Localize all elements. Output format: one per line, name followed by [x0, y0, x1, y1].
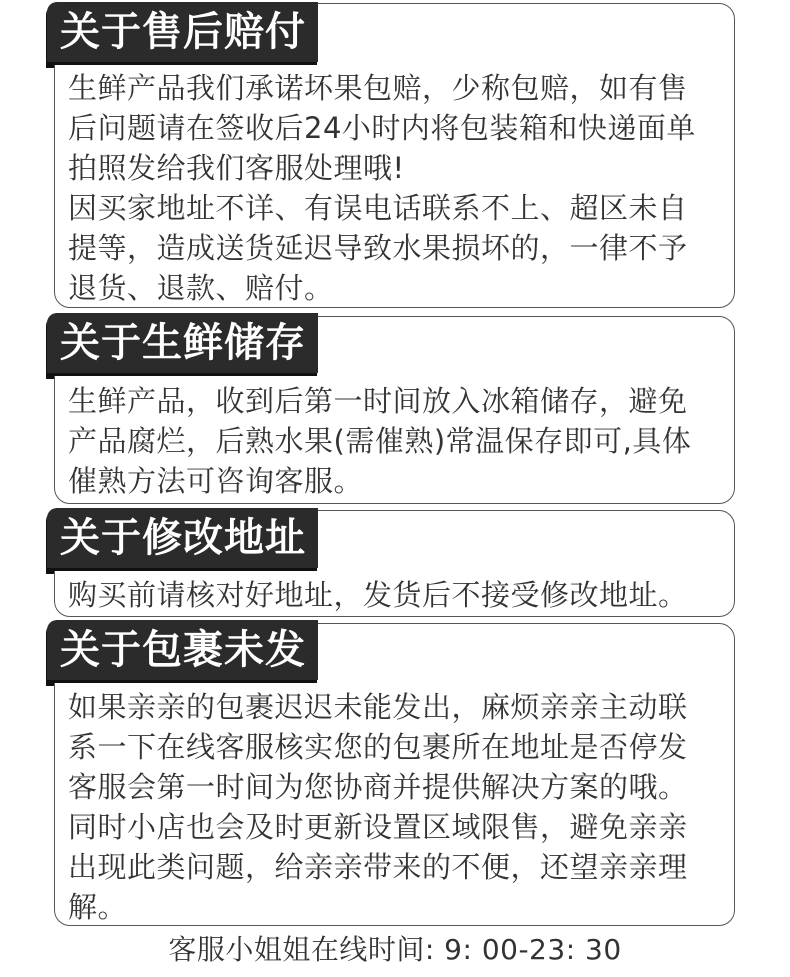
text-line: 因买家地址不详、有误电话联系不上、超区未自: [68, 191, 688, 225]
text-line: 如果亲亲的包裹迟迟未能发出，麻烦亲亲主动联: [68, 690, 688, 724]
section-title-address: 关于修改地址: [47, 508, 318, 568]
text-line: 同时小店也会及时更新设置区域限售，避免亲亲: [68, 810, 688, 844]
text-line: 系一下在线客服核实您的包裹所在地址是否停发: [68, 730, 688, 764]
text-line: 出现此类问题，给亲亲带来的不便，还望亲亲理: [68, 850, 688, 884]
section-body-address: [68, 575, 728, 615]
section-body-storage: [68, 381, 728, 501]
text-line: 催熟方法可咨询客服。: [68, 464, 364, 498]
text-line: 拍照发给我们客服处理哦!: [68, 151, 405, 185]
text-line: 退货、退款、赔付。: [68, 271, 334, 305]
text-line: 生鲜产品我们承诺坏果包赔，少称包赔，如有售: [68, 71, 688, 105]
section-body-unshipped: [68, 687, 728, 927]
section-title-aftersales: 关于售后赔付: [47, 2, 318, 62]
text-line: 后问题请在签收后24小时内将包装箱和快递面单: [68, 111, 696, 145]
text-line: 购买前请核对好地址，发货后不接受修改地址。: [68, 578, 688, 612]
text-line: 生鲜产品，收到后第一时间放入冰箱储存，避免: [68, 384, 688, 418]
text-line: 解。: [68, 890, 128, 924]
text-line: 产品腐烂，后熟水果(需催熟)常温保存即可,具体: [68, 424, 692, 458]
service-hours-footer: 客服小姐姐在线时间: 9: 00-23: 30: [168, 933, 622, 966]
section-title-storage: 关于生鲜储存: [47, 313, 318, 373]
section-title-unshipped: 关于包裹未发: [47, 620, 318, 680]
text-line: 客服会第一时间为您协商并提供解决方案的哦。: [68, 770, 688, 804]
section-body-aftersales: [68, 68, 728, 308]
text-line: 提等，造成送货延迟导致水果损坏的，一律不予: [68, 231, 688, 265]
